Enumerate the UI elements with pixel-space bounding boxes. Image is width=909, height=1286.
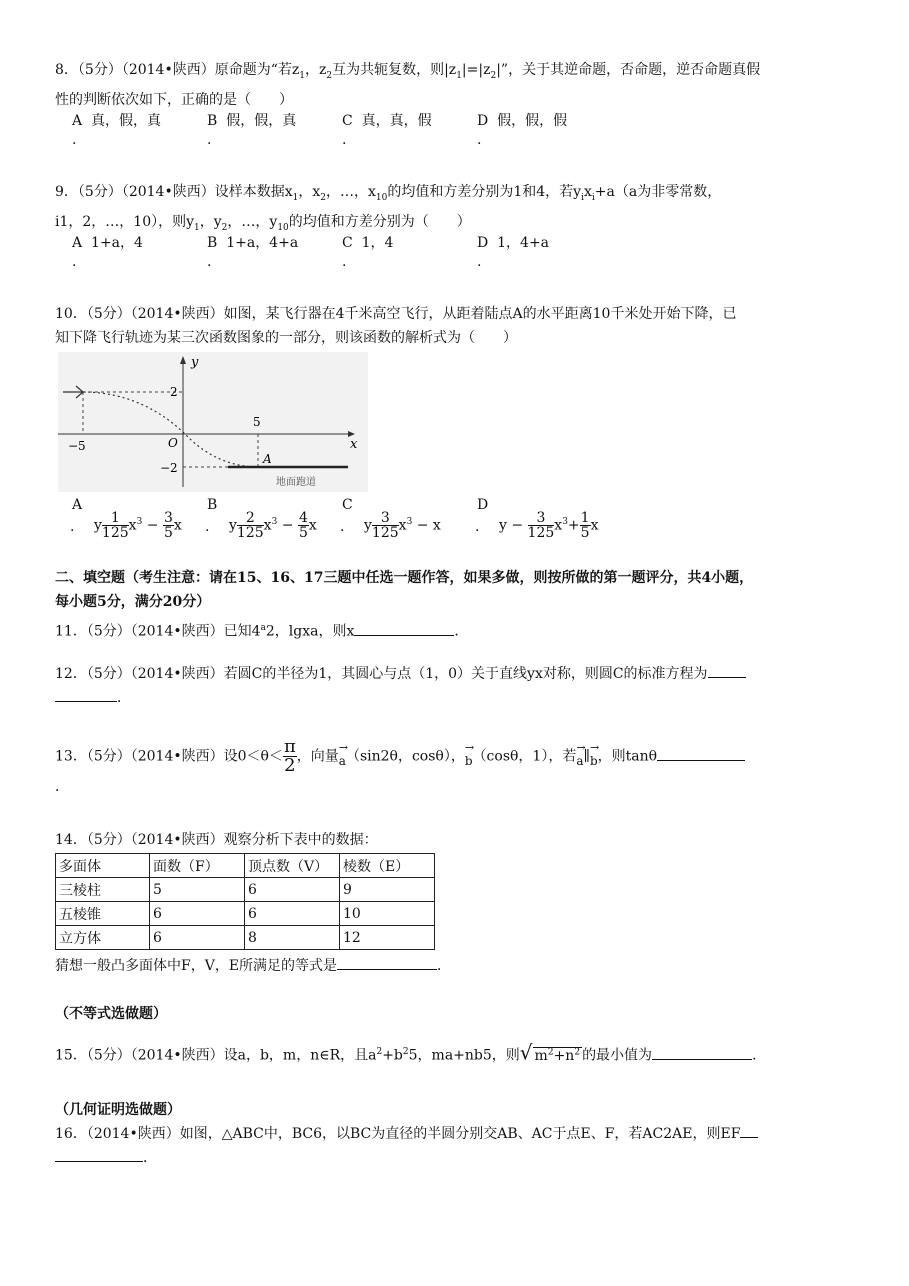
- graph-tick-neg2: −2: [160, 461, 178, 475]
- question-10: [55, 302, 854, 350]
- section-2-heading-line2: 每小题5分，满分20分）: [55, 594, 211, 610]
- graph-x-label: x: [350, 437, 358, 452]
- graph-tick-5: 5: [253, 415, 261, 429]
- table-cell: 8: [245, 926, 340, 950]
- q14-stem: 14．（5分）（2014•陕西）观察分析下表中的数据：: [55, 832, 378, 848]
- q8-option-a[interactable]: A 真，假，真 .: [72, 113, 162, 148]
- q16-answer-blank-cont[interactable]: [55, 1147, 143, 1162]
- table-header-cell: 棱数（E）: [340, 854, 435, 878]
- question-15: 15．（5分）（2014•陕西）设a，b，m，n∈R，且$a^2+b^25$，ma+nb5，则√ $m^2+n^2$ 的最小值为 ．: [55, 1040, 767, 1065]
- table-row: [56, 902, 435, 926]
- vector-a: → a: [338, 740, 349, 768]
- table-cell: 6: [150, 926, 245, 950]
- question-12: 12．（5分）（2014•陕西）若圆C的半径为1，其圆心与点（1，0）关于直线yx对称，则圆C的标准方程为 ．: [55, 662, 854, 710]
- question-13: 13．（5分）（2014•陕西）设0＜θ＜ $\frac{\pi}{2}$ ，向量 → a（sin2θ，cosθ）， → b（cosθ，1），若 → a∥ → b，则tanθ ．: [55, 738, 854, 799]
- question-11: 11．（5分）（2014•陕西）已知4$^a$2，lgxa，则x ．: [55, 616, 854, 644]
- q10-option-b[interactable]: B . y $\frac{2}{125}$ $x^3$ − $\frac{4}{5}$ x: [205, 497, 317, 541]
- table-header-row: [56, 854, 435, 878]
- q10-option-a[interactable]: A . y $\frac{1}{125}$ $x^3$ − $\frac{3}{5}$ x: [70, 497, 182, 541]
- table-cell: 12: [340, 926, 435, 950]
- table-cell: 9: [340, 878, 435, 902]
- graph-y-label: y: [191, 355, 199, 370]
- q10-stem-line1: 10．（5分）（2014•陕西）如图，某飞行器在4千米高空飞行，从距着陆点A的水平距离10千米处开始下降，已: [55, 306, 737, 322]
- table-cell: 6: [150, 902, 245, 926]
- q16-answer-blank[interactable]: [740, 1123, 758, 1138]
- q9-stem-line2: i1，2，…，10），则$y_1$，$y_2$，…，$y_{10}$的均值和方差分别为（ ）: [55, 213, 471, 233]
- q13-answer-blank[interactable]: [657, 746, 745, 761]
- q10-graph: [58, 352, 368, 492]
- q8-stem-line2: 性的判断依次如下，正确的是（ ）: [55, 91, 293, 108]
- q13-period: ．: [55, 779, 69, 795]
- q9-option-a[interactable]: A 1+a，4 .: [72, 235, 143, 270]
- q15-answer-blank[interactable]: [652, 1045, 752, 1060]
- q14-answer-blank[interactable]: [337, 955, 437, 970]
- q9-option-d[interactable]: D 1，4+a .: [477, 235, 550, 270]
- graph-origin: O: [168, 436, 178, 450]
- section-2-heading-line1: 二、填空题（考生注意：请在15、16、17三题中任选一题作答，如果多做，则按所做的第一题评分，共4小题，: [55, 570, 754, 586]
- graph-tick-neg5: −5: [68, 439, 86, 453]
- table-cell: 立方体: [56, 926, 150, 950]
- question-9: [55, 180, 854, 240]
- q14-conjecture: 猜想一般凸多面体中F，V，E所满足的等式是 ．: [55, 954, 854, 978]
- q11-answer-blank[interactable]: [354, 621, 454, 636]
- table-header-cell: 面数（F）: [150, 854, 245, 878]
- table-header-cell: 顶点数（V）: [245, 854, 340, 878]
- table-cell: 10: [340, 902, 435, 926]
- question-16: 16．（2014•陕西）如图，△ABC中，BC6，以BC为直径的半圆分别交AB、AC于点E、F，若AC2AE，则EF ．: [55, 1122, 854, 1170]
- inequality-section-title: （不等式选做题）: [55, 1006, 167, 1022]
- q15-sqrt-expression: $m^2+n^2$: [534, 1047, 581, 1064]
- table-cell: 5: [150, 878, 245, 902]
- q12-answer-blank-cont[interactable]: [55, 687, 117, 702]
- table-header-cell: 多面体: [56, 854, 150, 878]
- question-8: [55, 58, 854, 112]
- vector-b: → b: [464, 740, 475, 768]
- q8-option-b[interactable]: B 假，假，真 .: [207, 113, 297, 148]
- q14-table: [55, 853, 435, 950]
- question-14: [55, 828, 854, 852]
- q8-stem-line1: 8．（5分）（2014•陕西）原命题为“若$z_1$，$z_2$互为共轭复数，则$|z_1|=|z_2|$”，关于其逆命题，否命题，逆否命题真假: [55, 62, 761, 81]
- table-cell: 五棱锥: [56, 902, 150, 926]
- q10-option-d[interactable]: D . y − $\frac{3}{125}$ $x^3+$ $\frac{1}{5}$ x: [475, 497, 599, 541]
- q9-option-b[interactable]: B 1+a，4+a .: [207, 235, 299, 270]
- section-2-heading: [55, 566, 854, 614]
- table-cell: 6: [245, 878, 340, 902]
- q12-answer-blank[interactable]: [708, 663, 746, 678]
- q10-stem-line2: 知下降飞行轨迹为某三次函数图象的一部分，则该函数的解析式为（ ）: [55, 330, 517, 346]
- graph-point-a: A: [263, 452, 272, 466]
- graph-tick-2: 2: [170, 385, 178, 399]
- q9-option-c[interactable]: C 1，4 .: [342, 235, 394, 270]
- geometry-section-title: （几何证明选做题）: [55, 1102, 181, 1118]
- table-cell: 三棱柱: [56, 878, 150, 902]
- q8-option-c[interactable]: C 真，真，假 .: [342, 113, 432, 148]
- q9-stem-line1: 9．（5分）（2014•陕西）设样本数据$x_1$，$x_2$，…，$x_{10}$的均值和方差分别为1和4，若$y_ix_i+a(a$为非零常数，: [55, 184, 722, 203]
- q10-option-c[interactable]: C . y $\frac{3}{125}$ $x^3 - x$: [340, 497, 441, 541]
- table-row: [56, 926, 435, 950]
- table-cell: 6: [245, 902, 340, 926]
- table-row: [56, 878, 435, 902]
- q8-option-d[interactable]: D 假，假，假 .: [477, 113, 568, 148]
- graph-runway-label: 地面跑道: [276, 477, 316, 488]
